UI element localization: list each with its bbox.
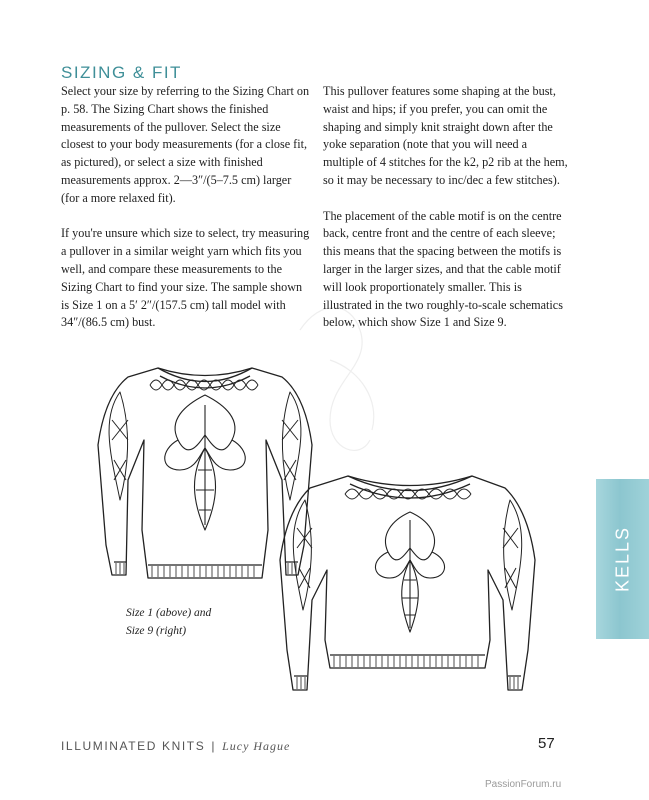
chapter-tab-label: KELLS: [612, 525, 632, 593]
watermark-text: PassionForum.ru: [485, 779, 562, 790]
background-ornament: [300, 308, 374, 451]
schematic-caption: [126, 604, 266, 640]
right-paragraph-2: The placement of the cable motif is on the centre back, centre front and the centre of each sleeve; this means that the spacing between the motifs is larger in the larger sizes, and that the cable motif will look proportionately smaller. This is illustrated in the two roughly-to-scale schematics below, which show Size 1 and Size 9.: [323, 208, 563, 330]
left-paragraph-1: Select your size by referring to the Sizing Chart on p. 58. The Sizing Chart shows the finished measurements of the pullover. Select the size closest to your body measurements (for a close fit, as pictured), or select a size with finished measurements approx. 2—3″/(5–7.5 cm) larger (for a more relaxed fit).: [61, 84, 310, 205]
left-paragraph-2: If you're unsure which size to select, try measuring a pullover in a similar weight yarn which fits you well, and compare these measurements to the Sizing Chart to find your size. The sample shown is Size 1 on a 5′ 2″/(157.5 cm) tall model with 34″/(86.5 cm) bust.: [61, 226, 310, 330]
author-name: Lucy Hague: [222, 739, 291, 753]
right-paragraph-1: This pullover features some shaping at the bust, waist and hips; if you prefer, you can omit the shaping and simply knit straight down after the yoke separation (note that you will need a multiple of 4 stitches for the k2, p2 rib at the hem, so it may be necessary to inc/dec a few stitches).: [323, 84, 568, 187]
book-title: ILLUMINATED KNITS: [61, 739, 206, 753]
section-heading: SIZING & FIT: [61, 63, 182, 82]
caption-line-1: Size 1 (above) and: [126, 607, 212, 619]
chapter-tab: [596, 479, 649, 639]
footer-running-title: [61, 739, 290, 754]
sweater-size-9: [280, 476, 535, 690]
caption-line-2: Size 9 (right): [126, 625, 187, 637]
page-number: 57: [538, 735, 555, 752]
sweater-size-1: [98, 368, 312, 578]
footer-separator: |: [211, 739, 217, 753]
